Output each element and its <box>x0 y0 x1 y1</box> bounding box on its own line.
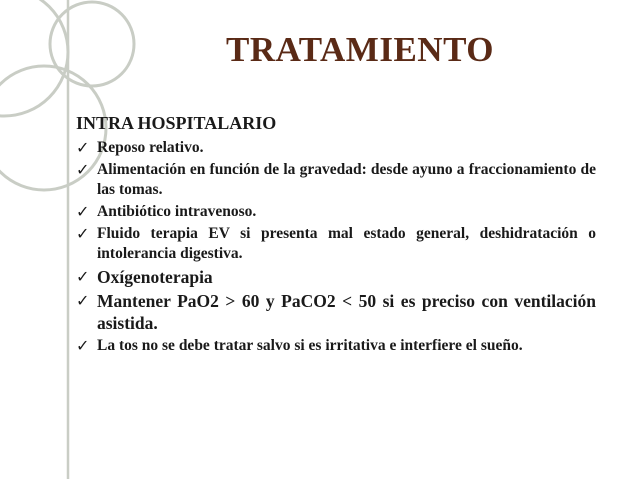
list-item-text: La tos no se debe tratar salvo si es irritativa e interfiere el sueño. <box>97 337 523 354</box>
deco-circle-large <box>0 0 68 116</box>
checkmark-icon: ✓ <box>76 336 90 355</box>
checkmark-icon: ✓ <box>76 138 90 157</box>
content-body <box>76 112 596 358</box>
checkmark-icon: ✓ <box>76 267 90 286</box>
list-item-text: Mantener PaO2 > 60 y PaCO2 < 50 si es preciso con ventilación asistida. <box>97 291 596 333</box>
deco-circle-small <box>50 2 134 86</box>
list-item-text: Alimentación en función de la gravedad: desde ayuno a fraccionamiento de las tomas. <box>97 161 596 198</box>
list-item <box>76 224 596 264</box>
list-item <box>76 290 596 334</box>
list-item <box>76 138 596 158</box>
list-item-text: Reposo relativo. <box>97 139 204 156</box>
list-item <box>76 202 596 222</box>
list-item-text: Oxígenoterapia <box>97 267 213 287</box>
checkmark-icon: ✓ <box>76 160 90 179</box>
list-item <box>76 160 596 200</box>
list-item <box>76 336 596 356</box>
list-item <box>76 266 596 288</box>
list-item-text: Fluido terapia EV si presenta mal estado general, deshidratación o intolerancia digestiva. <box>97 225 596 262</box>
page-title: TRATAMIENTO <box>225 30 495 69</box>
checkmark-icon: ✓ <box>76 291 90 310</box>
checkmark-icon: ✓ <box>76 224 90 243</box>
list-item-text: Antibiótico intravenoso. <box>97 203 257 220</box>
checkmark-icon: ✓ <box>76 202 90 221</box>
section-heading: INTRA HOSPITALARIO <box>76 113 277 133</box>
